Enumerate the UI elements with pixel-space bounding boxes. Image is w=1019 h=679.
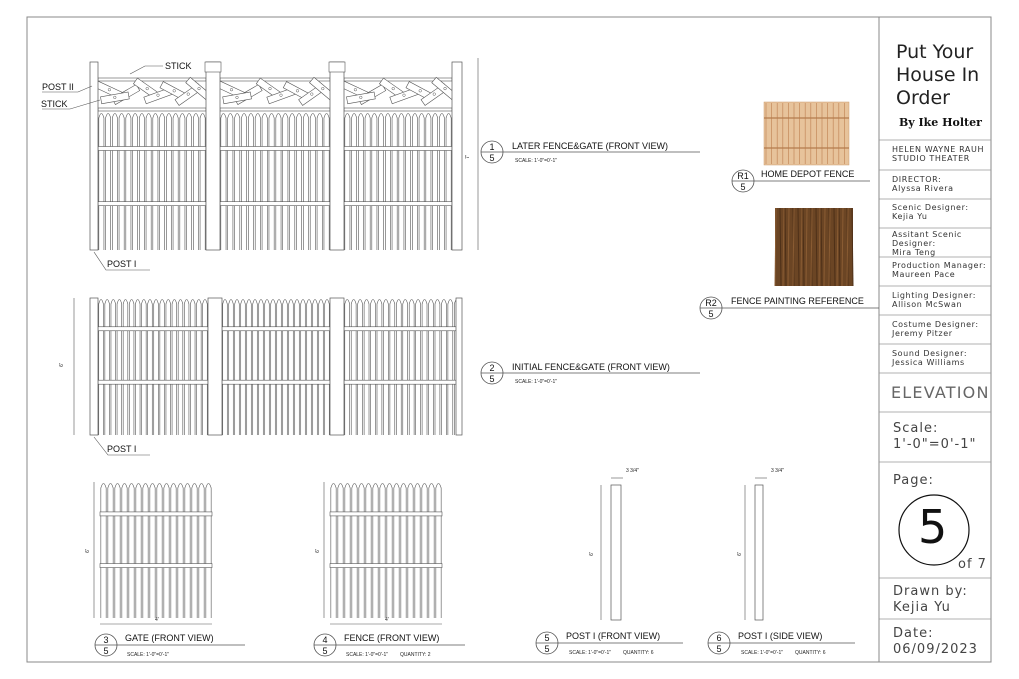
credit-name: Kejia Yu xyxy=(892,212,928,221)
fence-picket xyxy=(126,114,131,251)
credit-role: Lighting Designer: xyxy=(892,291,977,300)
credit-assistant-scenic-designer xyxy=(892,230,974,257)
fence-rail xyxy=(222,327,330,331)
view-4-title: FENCE (FRONT VIEW) xyxy=(344,633,440,643)
credit-name: Alyssa Rivera xyxy=(892,184,954,193)
credit-role: Production Manager: xyxy=(892,261,987,270)
fence-picket xyxy=(199,484,204,619)
marker-sheet: 5 xyxy=(740,182,746,192)
credit-production-manager xyxy=(892,261,988,279)
fence-picket xyxy=(160,300,165,436)
view-6-title: POST I (SIDE VIEW) xyxy=(738,631,823,641)
fence-picket xyxy=(164,484,169,619)
fence-post xyxy=(330,62,344,250)
credit-name: Jessica Williams xyxy=(892,358,965,367)
fence-picket xyxy=(377,300,382,436)
dim-height-view-1: 7' xyxy=(464,155,471,159)
fence-picket xyxy=(441,300,446,436)
fence-picket xyxy=(408,484,413,619)
fence-picket xyxy=(406,114,411,251)
fence-rail xyxy=(98,202,206,206)
marker-number: 5 xyxy=(544,633,550,643)
view-2-scale: SCALE: 1'-0"=0'-1" xyxy=(515,379,558,385)
fence-picket xyxy=(399,114,404,251)
fence-picket xyxy=(150,484,155,619)
fence-picket xyxy=(157,484,162,619)
dim-height-view-3: 6' xyxy=(84,549,91,553)
fence-picket xyxy=(160,114,165,251)
marker-sheet: 5 xyxy=(489,374,495,384)
fence-picket xyxy=(289,300,294,436)
fence-picket xyxy=(317,114,322,251)
fence-rail xyxy=(98,147,206,151)
credit-sound-designer xyxy=(892,349,988,367)
fence-picket xyxy=(290,114,295,251)
fence-picket xyxy=(129,300,134,436)
callout-post-i-view-1: POST I xyxy=(107,259,137,269)
marker-number: R1 xyxy=(737,171,749,181)
fence-picket xyxy=(415,484,420,619)
view-4-scale: SCALE: 1'-0"=0'-1" xyxy=(346,652,389,658)
fence-post xyxy=(90,298,98,435)
fence-rail xyxy=(344,147,452,151)
fence-picket xyxy=(365,114,370,251)
fence-picket xyxy=(401,484,406,619)
fence-picket xyxy=(436,484,441,619)
marker-sheet: 5 xyxy=(489,153,495,163)
post-front-view xyxy=(601,478,623,620)
fence-picket xyxy=(190,300,195,436)
fence-picket xyxy=(142,300,147,436)
fence-picket xyxy=(345,300,350,436)
fence-picket xyxy=(296,114,301,251)
marker-sheet: 5 xyxy=(322,646,328,656)
fence-picket xyxy=(331,484,336,619)
fence-picket xyxy=(358,300,363,436)
dim-height-view-2: 6' xyxy=(58,363,65,367)
marker-number: 4 xyxy=(322,635,328,645)
fence-picket xyxy=(373,484,378,619)
view-2-title: INITIAL FENCE&GATE (FRONT VIEW) xyxy=(512,362,670,372)
credit-role: Costume Designer: xyxy=(892,320,979,329)
credit-lighting-designer xyxy=(892,291,988,309)
marker-number: 6 xyxy=(716,633,722,643)
fence-picket xyxy=(223,300,228,436)
fence-rail xyxy=(222,380,330,384)
fence-picket xyxy=(119,114,124,251)
marker-sheet: 5 xyxy=(103,646,109,656)
view-3-title: GATE (FRONT VIEW) xyxy=(125,633,214,643)
fence-rail xyxy=(344,327,460,331)
fence-picket xyxy=(345,114,350,251)
dim-height-view-6: 6' xyxy=(736,552,743,556)
drawn-by-label: Drawn by: xyxy=(893,584,968,599)
fence-picket xyxy=(345,484,350,619)
fence-picket xyxy=(180,114,185,251)
later-fence-view xyxy=(42,58,478,270)
fence-picket xyxy=(439,114,444,251)
drawn-by-name: Kejia Yu xyxy=(893,600,951,615)
fence-rail xyxy=(220,202,330,206)
fence-picket xyxy=(106,114,111,251)
fence-picket xyxy=(283,114,288,251)
marker-sheet: 5 xyxy=(716,644,722,654)
fence-picket xyxy=(235,114,240,251)
fence-rail xyxy=(330,564,442,568)
fence-picket xyxy=(383,300,388,436)
fence-picket xyxy=(396,300,401,436)
fence-picket xyxy=(372,114,377,251)
fence-picket xyxy=(193,114,198,251)
reference-2-title: FENCE PAINTING REFERENCE xyxy=(731,296,864,306)
mid-frame-rail xyxy=(344,108,452,111)
fence-picket xyxy=(352,114,357,251)
fence-picket xyxy=(235,300,240,436)
view-3-scale: SCALE: 1'-0"=0'-1" xyxy=(127,652,170,658)
fence-picket xyxy=(429,300,434,436)
marker-sheet: 5 xyxy=(708,309,714,319)
callout-stick-top: STICK xyxy=(165,61,192,71)
credit-name: Maureen Pace xyxy=(892,270,956,279)
fence-picket xyxy=(178,300,183,436)
scale-label: Scale: xyxy=(893,421,939,436)
credit-name: Mira Teng xyxy=(892,248,936,257)
fence-picket xyxy=(265,300,270,436)
fence-picket xyxy=(99,300,104,436)
fence-rail xyxy=(344,202,452,206)
fence-picket xyxy=(135,300,140,436)
credit-costume-designer xyxy=(892,320,988,338)
fence-picket xyxy=(115,484,120,619)
scale-value: 1'-0"=0'-1" xyxy=(893,437,977,452)
fence-picket xyxy=(101,484,106,619)
fence-rail xyxy=(220,147,330,151)
view-1-title: LATER FENCE&GATE (FRONT VIEW) xyxy=(512,141,669,151)
fence-picket xyxy=(253,300,258,436)
page-of: of 7 xyxy=(958,557,987,572)
fence-post xyxy=(452,62,462,250)
fence-picket xyxy=(259,300,264,436)
fence-picket xyxy=(228,114,233,251)
fence-picket xyxy=(255,114,260,251)
fence-picket xyxy=(359,484,364,619)
fence-picket xyxy=(295,300,300,436)
fence-picket xyxy=(200,114,205,251)
fence-picket xyxy=(203,300,208,436)
credit-name: Jeremy Pitzer xyxy=(892,329,953,338)
fence-picket xyxy=(351,300,356,436)
credit-scenic-designer xyxy=(892,203,988,221)
fence-picket xyxy=(364,300,369,436)
fence-picket xyxy=(241,114,246,251)
view-5-title: POST I (FRONT VIEW) xyxy=(566,631,661,641)
callout-post-i-view-2: POST I xyxy=(107,444,137,454)
page-label: Page: xyxy=(893,473,934,488)
fence-picket xyxy=(276,114,281,251)
fence-picket xyxy=(403,300,408,436)
fence-rail xyxy=(330,512,442,516)
fence-picket xyxy=(178,484,183,619)
fence-picket xyxy=(248,114,253,251)
fence-picket xyxy=(247,300,252,436)
fence-picket xyxy=(241,300,246,436)
show-title: Put Your House In Order xyxy=(896,41,980,109)
post-side-view xyxy=(745,478,767,620)
fence-rail xyxy=(344,380,460,384)
fence-picket xyxy=(171,484,176,619)
fence-picket xyxy=(111,300,116,436)
fence-picket xyxy=(139,114,144,251)
marker-number: R2 xyxy=(705,298,717,308)
credit-role: Sound Designer: xyxy=(892,349,968,358)
fence-picket xyxy=(143,484,148,619)
home-depot-fence-image xyxy=(764,102,849,165)
fence-picket xyxy=(221,114,226,251)
fence-picket xyxy=(301,300,306,436)
fence-picket xyxy=(371,300,376,436)
mid-frame-rail xyxy=(220,108,330,111)
fence-picket xyxy=(146,114,151,251)
fence-picket xyxy=(153,114,158,251)
fence-picket xyxy=(324,114,329,251)
fence-picket xyxy=(380,484,385,619)
fence-picket xyxy=(271,300,276,436)
view-4-quantity: QUANTITY: 2 xyxy=(400,652,431,658)
credit-name: Allison McSwan xyxy=(892,300,963,309)
fence-picket xyxy=(426,114,431,251)
fence-picket xyxy=(166,114,171,251)
date-value: 06/09/2023 xyxy=(893,642,978,657)
view-5-quantity: QUANTITY: 6 xyxy=(623,650,654,656)
date-label: Date: xyxy=(893,626,934,641)
fence-picket xyxy=(392,114,397,251)
leader-line xyxy=(130,66,163,74)
fence-picket xyxy=(172,300,177,436)
fence-picket xyxy=(419,114,424,251)
fence-picket xyxy=(123,300,128,436)
fence-picket xyxy=(422,300,427,436)
credit-director xyxy=(892,175,988,193)
fence-picket xyxy=(206,484,211,619)
fence-picket xyxy=(154,300,159,436)
fence-picket xyxy=(429,484,434,619)
view-5-scale: SCALE: 1'-0"=0'-1" xyxy=(569,650,612,656)
fence-picket xyxy=(129,484,134,619)
credit-role: DIRECTOR: xyxy=(892,175,942,184)
fence-picket xyxy=(366,484,371,619)
dim-width-view-5: 3 3/4" xyxy=(626,468,639,474)
dim-width-view-6: 3 3/4" xyxy=(771,468,784,474)
fence-picket xyxy=(229,300,234,436)
fence-picket xyxy=(422,484,427,619)
fence-picket xyxy=(117,300,122,436)
fence-picket xyxy=(387,484,392,619)
fence-painting-reference-image xyxy=(775,208,853,286)
fence-picket xyxy=(313,300,318,436)
fence-picket xyxy=(148,300,153,436)
fence-picket xyxy=(262,114,267,251)
dim-height-view-5: 6' xyxy=(588,552,595,556)
view-1-scale: SCALE: 1'-0"=0'-1" xyxy=(515,158,558,164)
fence-picket xyxy=(99,114,104,251)
fence-rail xyxy=(98,380,208,384)
fence-picket xyxy=(446,114,451,251)
fence-picket xyxy=(307,300,312,436)
mid-frame-rail xyxy=(98,108,206,111)
fence-picket xyxy=(112,114,117,251)
marker-sheet: 5 xyxy=(544,644,550,654)
fence-rail xyxy=(100,564,212,568)
dim-width-view-3: 4' xyxy=(155,617,159,623)
marker-number: 3 xyxy=(103,635,109,645)
fence-picket xyxy=(133,114,138,251)
dim-height-view-4: 6' xyxy=(314,549,321,553)
fence-picket xyxy=(379,114,384,251)
fence-picket xyxy=(105,300,110,436)
post-cap xyxy=(205,62,221,72)
playwright-byline: By Ike Holter xyxy=(899,116,982,129)
fence-picket xyxy=(197,300,202,436)
fence-picket xyxy=(390,300,395,436)
fence-post xyxy=(611,485,621,620)
fence-picket xyxy=(412,114,417,251)
fence-picket xyxy=(185,484,190,619)
fence-post xyxy=(206,62,220,250)
fence-picket xyxy=(184,300,189,436)
fence-panel-view xyxy=(324,482,442,624)
fence-picket xyxy=(385,114,390,251)
fence-picket xyxy=(319,300,324,436)
fence-picket xyxy=(433,114,438,251)
fence-post xyxy=(208,298,222,435)
fence-picket xyxy=(325,300,330,436)
reference-1-title: HOME DEPOT FENCE xyxy=(761,169,855,179)
page-number: 5 xyxy=(918,500,948,554)
fence-post xyxy=(755,485,763,620)
initial-fence-view xyxy=(74,298,462,455)
fence-picket xyxy=(352,484,357,619)
fence-picket xyxy=(136,484,141,619)
callout-post-ii: POST II xyxy=(42,82,74,92)
fence-picket xyxy=(435,300,440,436)
fence-picket xyxy=(409,300,414,436)
fence-picket xyxy=(122,484,127,619)
fence-picket xyxy=(448,300,453,436)
callout-stick-left: STICK xyxy=(41,99,68,109)
fence-picket xyxy=(108,484,113,619)
fence-picket xyxy=(310,114,315,251)
fence-picket xyxy=(192,484,197,619)
fence-picket xyxy=(394,484,399,619)
dim-width-view-4: 4' xyxy=(385,617,389,623)
fence-picket xyxy=(338,484,343,619)
fence-picket xyxy=(166,300,171,436)
marker-number: 1 xyxy=(489,142,495,152)
sheet-type: ELEVATION xyxy=(891,383,990,402)
fence-post xyxy=(456,298,462,435)
credit-role: Scenic Designer: xyxy=(892,203,969,212)
fence-post xyxy=(330,298,344,435)
credit-role: Assitant Scenic Designer: xyxy=(892,230,962,248)
fence-picket xyxy=(173,114,178,251)
fence-picket xyxy=(269,114,274,251)
fence-picket xyxy=(283,300,288,436)
fence-picket xyxy=(416,300,421,436)
post-cap xyxy=(329,62,345,72)
gate-view xyxy=(94,482,212,624)
marker-number: 2 xyxy=(489,363,495,373)
fence-rail xyxy=(98,327,208,331)
view-6-scale: SCALE: 1'-0"=0'-1" xyxy=(741,650,784,656)
fence-picket xyxy=(358,114,363,251)
fence-picket xyxy=(277,300,282,436)
view-6-quantity: QUANTITY: 6 xyxy=(795,650,826,656)
fence-rail xyxy=(100,512,212,516)
fence-picket xyxy=(187,114,192,251)
fence-picket xyxy=(303,114,308,251)
venue: HELEN WAYNE RAUH STUDIO THEATER xyxy=(892,145,985,163)
fence-post xyxy=(90,62,98,250)
